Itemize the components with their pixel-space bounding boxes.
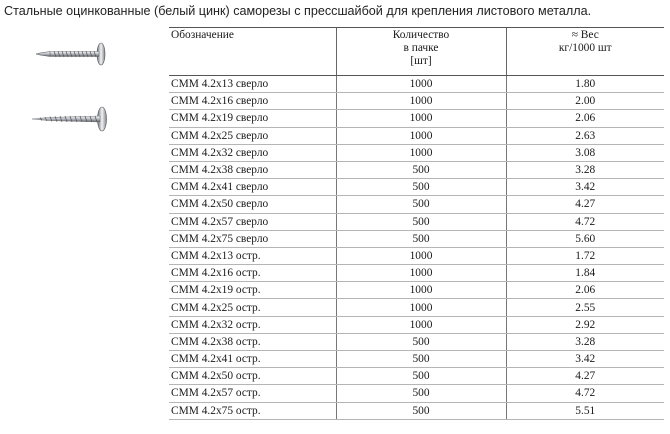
cell-quantity: 1000	[336, 93, 506, 110]
cell-designation: СММ 4.2х13 сверло	[169, 76, 336, 93]
cell-quantity: 1000	[336, 144, 506, 161]
table-body	[169, 76, 664, 420]
cell-weight: 5.60	[506, 230, 664, 247]
table-row	[169, 299, 664, 316]
cell-weight: 4.72	[506, 213, 664, 230]
cell-designation: СММ 4.2х41 остр.	[169, 351, 336, 368]
cell-weight: 4.27	[506, 368, 664, 385]
table-header-row	[169, 28, 664, 76]
header-weight-line1: ≈ Вес	[571, 29, 599, 41]
cell-quantity: 1000	[336, 316, 506, 333]
table-row	[169, 316, 664, 333]
cell-weight: 1.72	[506, 247, 664, 264]
cell-weight: 2.92	[506, 316, 664, 333]
table-row	[169, 76, 664, 93]
table-row	[169, 93, 664, 110]
cell-weight: 3.08	[506, 144, 664, 161]
cell-weight: 2.06	[506, 282, 664, 299]
cell-weight: 2.06	[506, 110, 664, 127]
table-row	[169, 230, 664, 247]
cell-designation: СММ 4.2х38 остр.	[169, 333, 336, 350]
cell-designation: СММ 4.2х32 сверло	[169, 144, 336, 161]
cell-quantity: 1000	[336, 247, 506, 264]
sharp-screw-icon	[32, 107, 107, 131]
cell-quantity: 500	[336, 402, 506, 419]
cell-designation: СММ 4.2х41 сверло	[169, 179, 336, 196]
cell-weight: 2.55	[506, 299, 664, 316]
cell-quantity: 500	[336, 179, 506, 196]
cell-weight: 2.00	[506, 93, 664, 110]
cell-designation: СММ 4.2х75 сверло	[169, 230, 336, 247]
cell-designation: СММ 4.2х25 остр.	[169, 299, 336, 316]
header-quantity	[336, 28, 506, 76]
cell-weight: 2.63	[506, 127, 664, 144]
header-weight	[506, 28, 664, 76]
cell-quantity: 500	[336, 351, 506, 368]
cell-quantity: 1000	[336, 265, 506, 282]
cell-designation: СММ 4.2х50 сверло	[169, 196, 336, 213]
cell-designation: СММ 4.2х75 остр.	[169, 402, 336, 419]
cell-designation: СММ 4.2х25 сверло	[169, 127, 336, 144]
table-row	[169, 179, 664, 196]
cell-quantity: 1000	[336, 76, 506, 93]
cell-weight: 3.28	[506, 333, 664, 350]
cell-weight: 1.84	[506, 265, 664, 282]
header-weight-line2: кг/1000 шт	[558, 42, 612, 54]
header-designation-label: Обозначение	[171, 29, 234, 41]
cell-weight: 3.28	[506, 161, 664, 178]
table-row	[169, 368, 664, 385]
cell-quantity: 500	[336, 368, 506, 385]
cell-weight: 1.80	[506, 76, 664, 93]
cell-designation: СММ 4.2х13 остр.	[169, 247, 336, 264]
header-quantity-line1: Количество	[392, 29, 450, 41]
cell-quantity: 500	[336, 333, 506, 350]
table-row	[169, 196, 664, 213]
table-row	[169, 161, 664, 178]
table-row	[169, 402, 664, 419]
table-row	[169, 213, 664, 230]
cell-designation: СММ 4.2х32 остр.	[169, 316, 336, 333]
table-row	[169, 265, 664, 282]
drill-screw-icon	[36, 43, 105, 65]
cell-designation: СММ 4.2х16 сверло	[169, 93, 336, 110]
table-row	[169, 247, 664, 264]
header-quantity-line2: в пачке	[403, 42, 439, 54]
cell-quantity: 1000	[336, 282, 506, 299]
screws-table	[169, 27, 664, 420]
header-quantity-line3: [шт]	[410, 55, 432, 67]
cell-designation: СММ 4.2х50 остр.	[169, 368, 336, 385]
cell-quantity: 500	[336, 196, 506, 213]
cell-quantity: 500	[336, 161, 506, 178]
table-row	[169, 127, 664, 144]
table-row	[169, 110, 664, 127]
cell-quantity: 1000	[336, 127, 506, 144]
page-title: Стальные оцинкованные (белый цинк) саморезы с прессшайбой для крепления листового металла.	[4, 4, 592, 18]
cell-quantity: 1000	[336, 299, 506, 316]
table-row	[169, 144, 664, 161]
cell-designation: СММ 4.2х38 сверло	[169, 161, 336, 178]
cell-quantity: 500	[336, 230, 506, 247]
cell-quantity: 1000	[336, 110, 506, 127]
cell-designation: СММ 4.2х57 сверло	[169, 213, 336, 230]
cell-weight: 3.42	[506, 351, 664, 368]
cell-quantity: 500	[336, 385, 506, 402]
cell-weight: 4.27	[506, 196, 664, 213]
cell-weight: 3.42	[506, 179, 664, 196]
header-designation	[169, 28, 336, 76]
table-row	[169, 351, 664, 368]
cell-quantity: 500	[336, 213, 506, 230]
cell-designation: СММ 4.2х19 остр.	[169, 282, 336, 299]
cell-designation: СММ 4.2х57 остр.	[169, 385, 336, 402]
cell-designation: СММ 4.2х16 остр.	[169, 265, 336, 282]
screws-illustration	[28, 40, 118, 140]
table-row	[169, 333, 664, 350]
cell-weight: 5.51	[506, 402, 664, 419]
cell-designation: СММ 4.2х19 сверло	[169, 110, 336, 127]
cell-weight: 4.72	[506, 385, 664, 402]
table-row	[169, 385, 664, 402]
table-row	[169, 282, 664, 299]
